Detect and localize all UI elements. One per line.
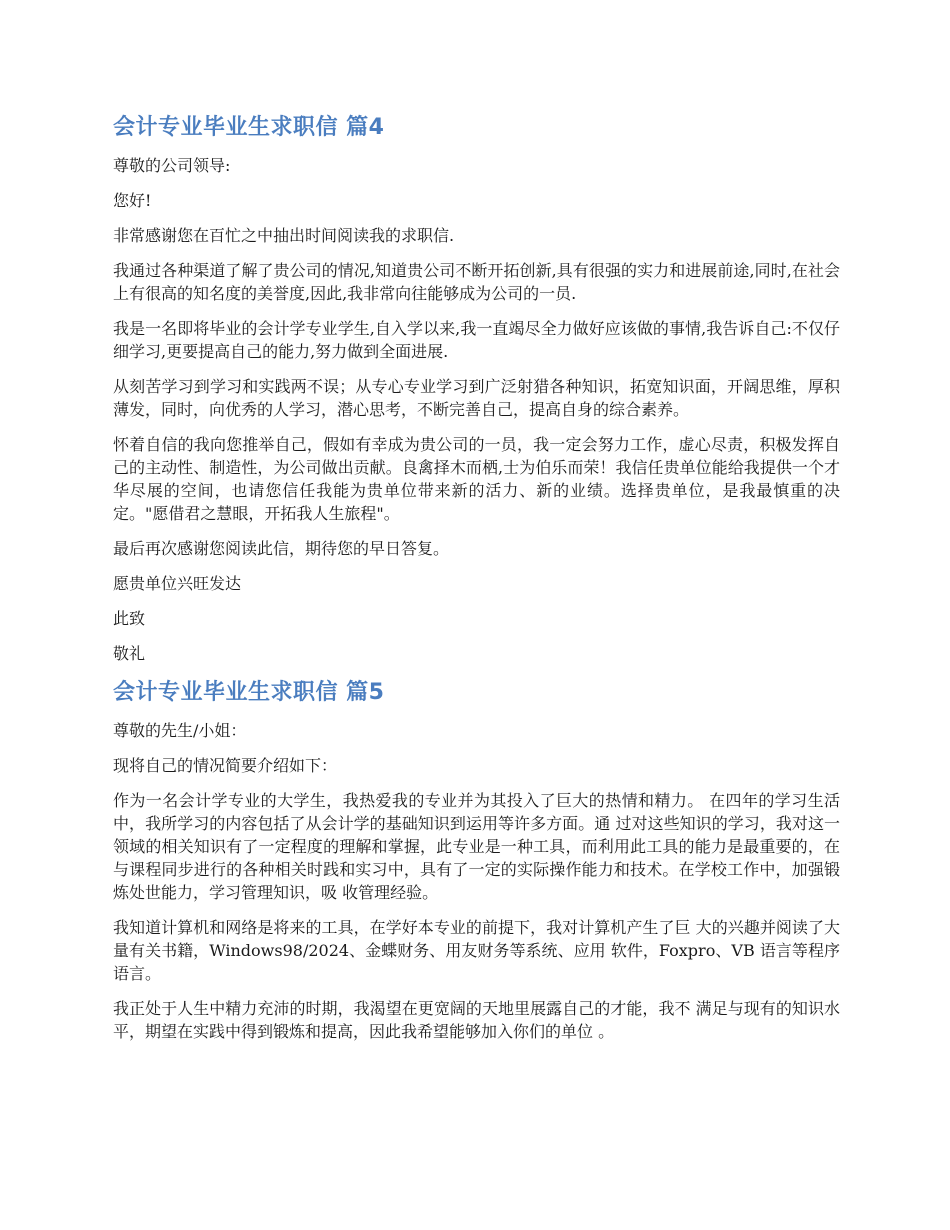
greeting: 您好! <box>113 191 152 210</box>
body-paragraph: 现将自己的情况简要介绍如下： <box>113 756 338 775</box>
body-paragraph: 最后再次感谢您阅读此信，期待您的早日答复。 <box>113 539 450 558</box>
section-heading: 会计专业毕业生求职信 篇5 <box>113 680 385 705</box>
section-4 <box>113 112 840 665</box>
closing-line: 敬礼 <box>113 644 146 663</box>
body-paragraph: 我是一名即将毕业的会计学专业学生,自入学以来,我一直竭尽全力做好应该做的事情,我告诉自己:不仅仔细学习,更要提高自己的能力,努力做到全面进展. <box>113 319 840 361</box>
salutation: 尊敬的公司领导: <box>113 156 231 175</box>
body-paragraph: 从刻苦学习到学习和实践两不误；从专心专业学习到广泛射猎各种知识，拓宽知识面，开阔思维，厚积薄发，同时，向优秀的人学习，潜心思考，不断完善自己，提高自身的综合素养。 <box>113 377 840 419</box>
section-heading: 会计专业毕业生求职信 篇4 <box>113 115 385 140</box>
body-paragraph: 作为一名会计学专业的大学生，我热爱我的专业并为其投入了巨大的热情和精力。 在四年的学习生活中，我所学习的内容包括了从会计学的基础知识到运用等许多方面。通 过对这些知识的学习，我对这一领域的相关知识有了一定程度的理解和掌握，此专业是一种工具，而利用此工具的能力是最重要的，在与课程同步进行的各种相关时践和实习中，具有了一定的实际操作能力和技术。在学校工作中，加强锻炼处世能力，学习管理知识，吸 收管理经验。 <box>113 791 840 902</box>
closing-line: 愿贵单位兴旺发达 <box>113 574 242 593</box>
closing-line: 此致 <box>113 609 146 628</box>
section-5 <box>113 677 840 1043</box>
body-paragraph: 怀着自信的我向您推举自己，假如有幸成为贵公司的一员，我一定会努力工作，虚心尽责，积极发挥自己的主动性、制造性，为公司做出贡献。良禽择木而栖,士为伯乐而荣！我信任贵单位能给我提供一个才华尽展的空间，也请您信任我能为贵单位带来新的活力、新的业绩。选择贵单位，是我最慎重的决定。"愿借君之慧眼，开拓我人生旅程"。 <box>113 435 840 523</box>
document-page <box>113 112 840 1055</box>
body-paragraph: 我通过各种渠道了解了贵公司的情况,知道贵公司不断开拓创新,具有很强的实力和进展前途,同时,在社会上有很高的知名度的美誉度,因此,我非常向往能够成为公司的一员. <box>113 261 840 303</box>
body-paragraph: 我知道计算机和网络是将来的工具，在学好本专业的前提下，我对计算机产生了巨 大的兴趣并阅读了大量有关书籍，Windows98/2024、金蝶财务、用友财务等系统、应用 软件，Foxpro、VB 语言等程序语言。 <box>113 918 840 983</box>
salutation: 尊敬的先生/小姐： <box>113 721 247 740</box>
body-paragraph: 非常感谢您在百忙之中抽出时间阅读我的求职信. <box>113 226 455 245</box>
body-paragraph: 我正处于人生中精力充沛的时期，我渴望在更宽阔的天地里展露自己的才能，我不 满足与现有的知识水平，期望在实践中得到锻炼和提高，因此我希望能够加入你们的单位 。 <box>113 999 840 1041</box>
